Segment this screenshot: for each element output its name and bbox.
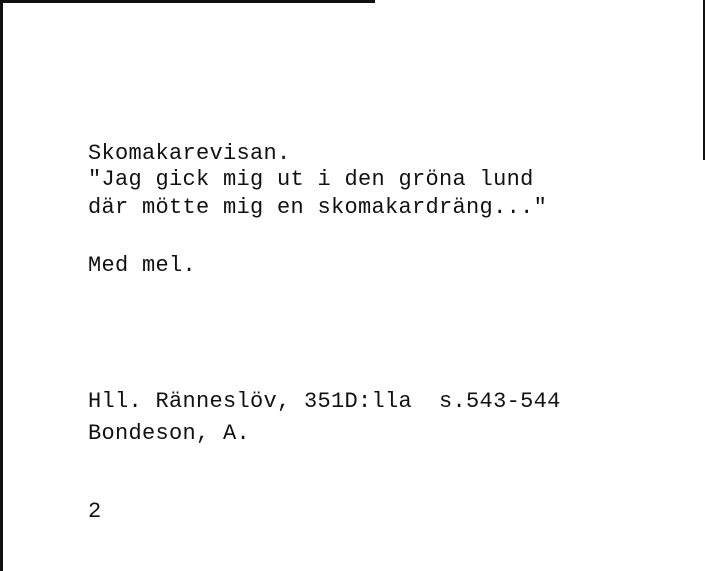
verse-line-2: där mötte mig en skomakardräng..." [88,195,548,220]
melody-note: Med mel. [88,253,197,278]
card-top-edge [0,0,375,3]
page-number: 2 [88,499,102,524]
song-title: Skomakarevisan. [88,141,291,166]
source-reference: Hll. Ränneslöv, 351D:lla s.543-544 [88,389,561,414]
card-left-edge [0,0,3,571]
verse-line-1: "Jag gick mig ut i den gröna lund [88,167,534,192]
collector-name: Bondeson, A. [88,421,251,446]
